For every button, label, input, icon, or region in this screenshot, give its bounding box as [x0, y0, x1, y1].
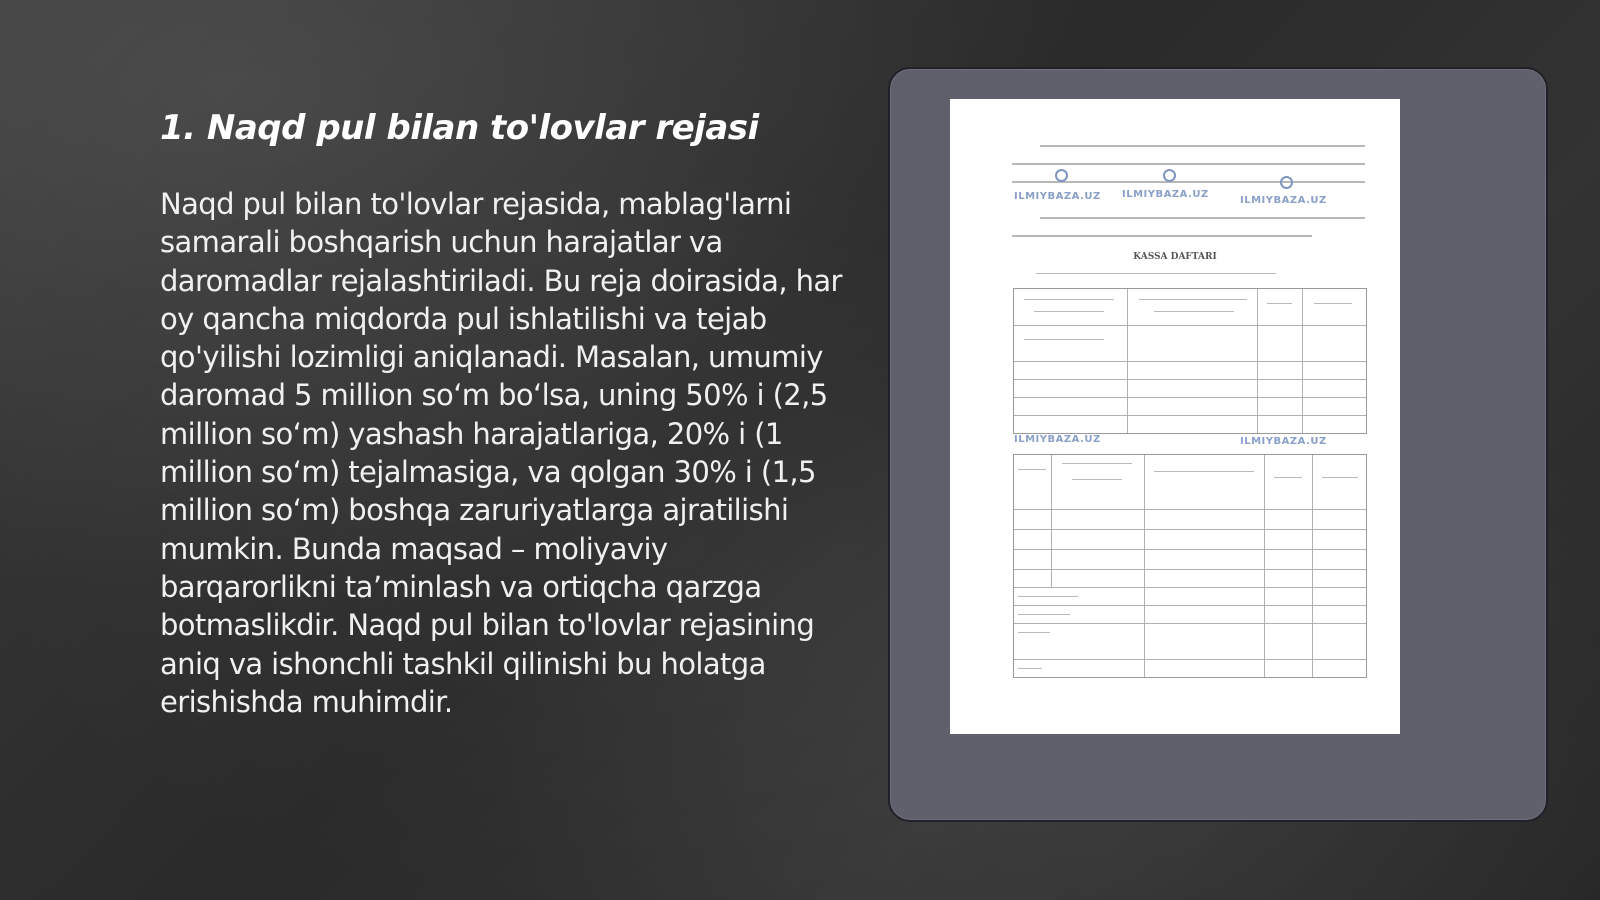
slide-title: 1. Naqd pul bilan to'lovlar rejasi — [160, 108, 759, 148]
document-heading: KASSA DAFTARI — [1133, 252, 1217, 262]
doc-text-line — [1036, 273, 1276, 274]
watermark-text: ILMIYBAZA.UZ — [1240, 436, 1327, 447]
watermark-text: ILMIYBAZA.UZ — [1014, 434, 1101, 445]
doc-text-line — [1012, 163, 1365, 165]
slide-body-text: Naqd pul bilan to'lovlar rejasida, mablag'larni samarali boshqarish uchun harajatlar va daromadlar rejalashtiriladi. Bu reja doirasida, har oy qancha miqdorda pul ishlatilishi va tejab qo'yilishi lozimligi aniqlanadi. Masalan, umumiy daromad 5 million so‘m bo‘lsa, uning 50% i (2,5 million so‘m) yashash harajatlariga, 20% i (1 million so‘m) tejalmasiga, va qolgan 30% i (1,5 million so‘m) boshqa zaruriyatlarga ajratilishi mumkin. Bunda maqsad – moliyaviy barqarorlikni ta’minlash va ortiqcha qarzga botmaslikdir. Naqd pul bilan to'lovlar rejasining aniq va ishonchli tashkil qilinishi bu holatga erishishda muhimdir. — [160, 187, 842, 719]
watermark-text: ILMIYBAZA.UZ — [1122, 189, 1209, 200]
document-table — [1013, 454, 1367, 678]
doc-text-line — [1040, 217, 1365, 219]
magnifier-icon — [1055, 169, 1068, 182]
doc-text-line — [1012, 235, 1312, 237]
magnifier-icon — [1280, 176, 1293, 189]
watermark-text: ILMIYBAZA.UZ — [1240, 195, 1327, 206]
doc-text-line — [1040, 145, 1365, 147]
document-scan-image — [950, 99, 1400, 734]
doc-text-line — [1012, 181, 1365, 183]
watermark-text: ILMIYBAZA.UZ — [1014, 191, 1101, 202]
document-table — [1013, 288, 1367, 434]
magnifier-icon — [1163, 169, 1176, 182]
